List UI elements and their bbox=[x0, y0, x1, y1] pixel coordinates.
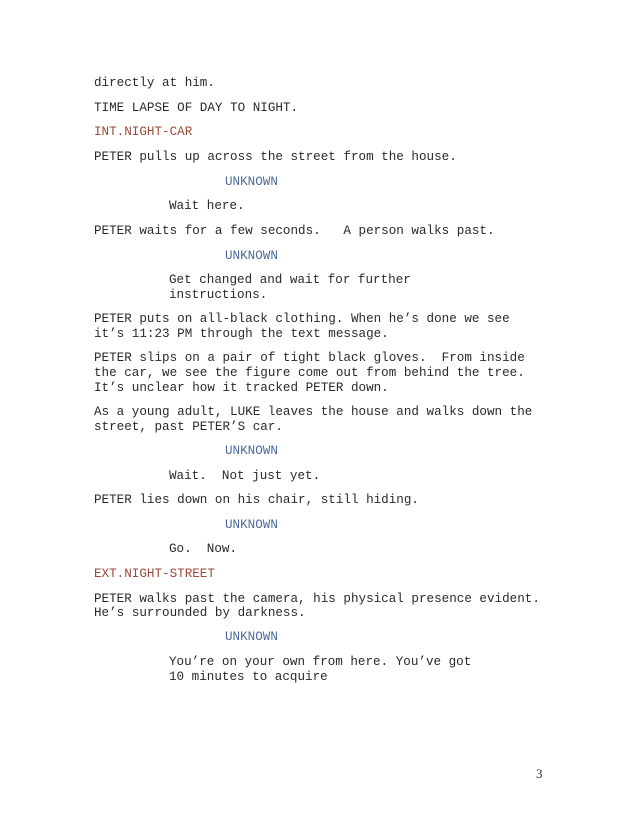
dialogue-line: Go. Now. bbox=[169, 542, 238, 556]
action-line: it’s 11:23 PM through the text message. bbox=[94, 327, 389, 341]
action-line: PETER puts on all-black clothing. When he’s done we see bbox=[94, 312, 510, 326]
dialogue-line: Get changed and wait for further bbox=[169, 273, 411, 287]
scene-heading: EXT.NIGHT-STREET bbox=[94, 567, 215, 581]
dialogue-line: Wait. Not just yet. bbox=[169, 469, 321, 483]
action-line: the car, we see the figure come out from behind the tree. bbox=[94, 366, 525, 380]
character-name: UNKNOWN bbox=[225, 518, 278, 532]
character-name: UNKNOWN bbox=[225, 249, 278, 263]
action-line: As a young adult, LUKE leaves the house and walks down the bbox=[94, 405, 533, 419]
action-line: PETER slips on a pair of tight black gloves. From inside bbox=[94, 351, 525, 365]
character-name: UNKNOWN bbox=[225, 175, 278, 189]
dialogue-line: instructions. bbox=[169, 288, 268, 302]
action-line: PETER walks past the camera, his physical presence evident. bbox=[94, 592, 540, 606]
dialogue-line: You’re on your own from here. You’ve got bbox=[169, 655, 472, 669]
character-name: UNKNOWN bbox=[225, 444, 278, 458]
action-line: He’s surrounded by darkness. bbox=[94, 606, 306, 620]
character-name: UNKNOWN bbox=[225, 630, 278, 644]
action-line: directly at him. bbox=[94, 76, 215, 90]
action-line: PETER waits for a few seconds. A person walks past. bbox=[94, 224, 495, 238]
page-number: 3 bbox=[536, 766, 543, 781]
action-line: PETER lies down on his chair, still hiding. bbox=[94, 493, 419, 507]
action-line: street, past PETER’S car. bbox=[94, 420, 283, 434]
dialogue-line: 10 minutes to acquire bbox=[169, 670, 328, 684]
action-line: TIME LAPSE OF DAY TO NIGHT. bbox=[94, 101, 299, 115]
action-line: It’s unclear how it tracked PETER down. bbox=[94, 381, 389, 395]
dialogue-line: Wait here. bbox=[169, 199, 245, 213]
scene-heading: INT.NIGHT-CAR bbox=[94, 125, 193, 139]
action-line: PETER pulls up across the street from the house. bbox=[94, 150, 457, 164]
